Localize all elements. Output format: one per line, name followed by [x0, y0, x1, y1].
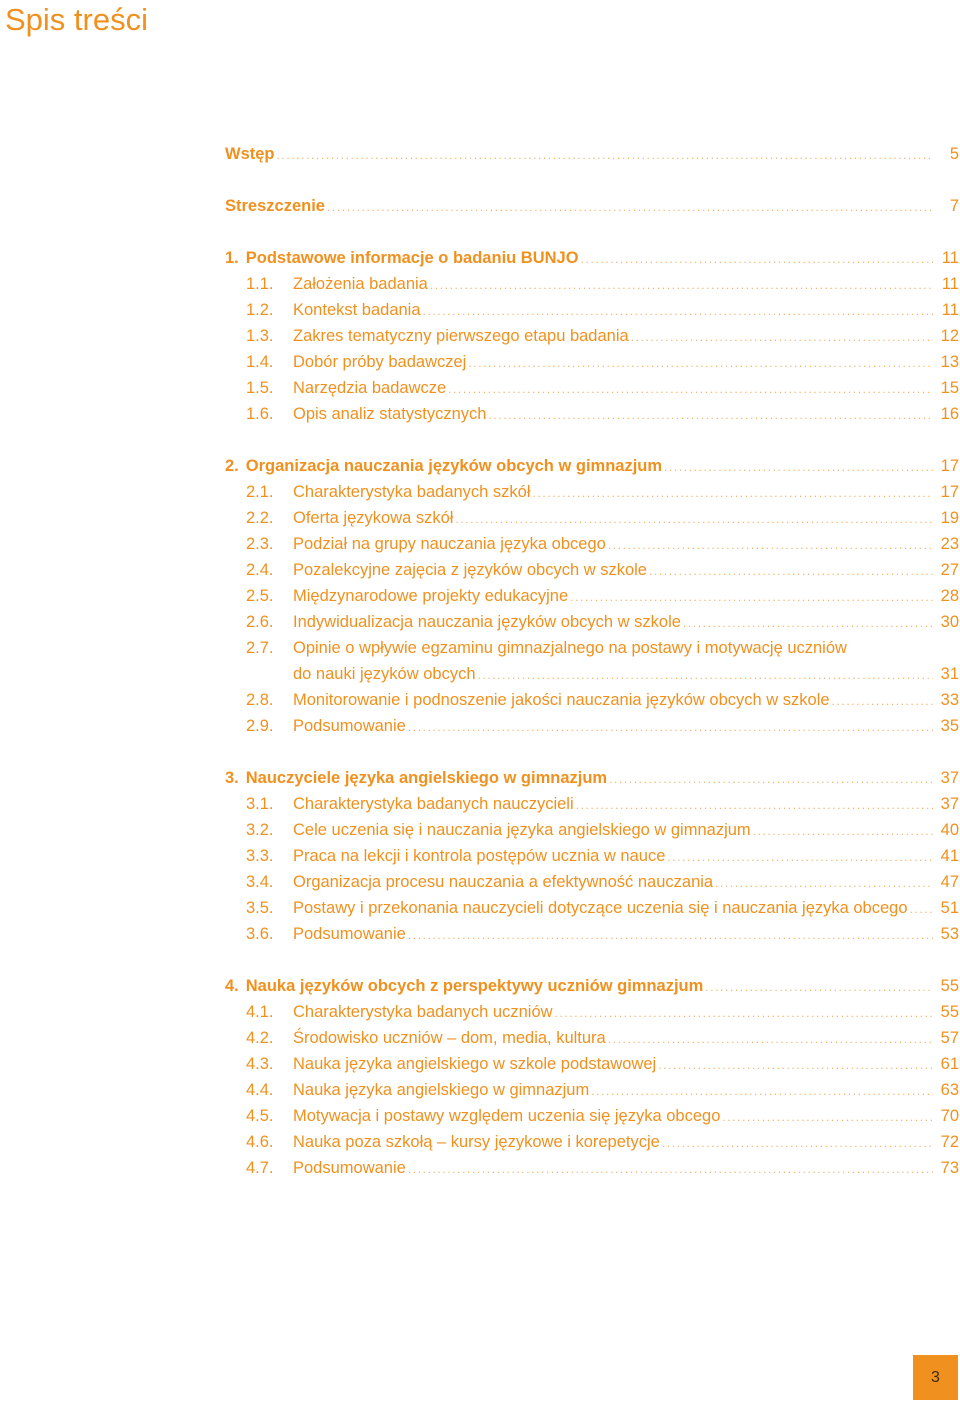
toc-entry-title: Streszczenie: [225, 197, 325, 215]
toc-entry[interactable]: [225, 479, 959, 505]
toc-entry-title: Założenia badania: [293, 275, 428, 293]
leader-dots: [408, 922, 933, 948]
toc-entry-title: Nauka języka angielskiego w szkole podstawowej: [293, 1055, 657, 1073]
toc-entry-title: Zakres tematyczny pierwszego etapu badania: [293, 327, 629, 345]
toc-entry-title: Podsumowanie: [293, 717, 406, 735]
toc-entry-page: 11: [941, 275, 959, 293]
toc-entry-number: 4.4.: [246, 1081, 274, 1099]
toc-entry-number: 2.: [225, 457, 239, 475]
toc-entry-page: 57: [940, 1029, 959, 1047]
toc-entry-page: 51: [940, 899, 959, 917]
toc-entry-number: 1.3.: [246, 327, 274, 345]
leader-dots: [608, 532, 933, 558]
toc-entry-title: Indywidualizacja nauczania języków obcych w szkole: [293, 613, 681, 631]
toc-entry[interactable]: [225, 895, 959, 921]
toc-entry[interactable]: [225, 297, 959, 323]
toc-entry-number: 1.4.: [246, 353, 274, 371]
leader-dots: [468, 350, 933, 376]
leader-dots: [423, 298, 933, 324]
toc-entry-page: 27: [940, 561, 959, 579]
leader-dots: [408, 714, 933, 740]
toc-entry-title: Postawy i przekonania nauczycieli dotyczące uczenia się i nauczania języka obcego: [293, 899, 908, 917]
toc-entry-page: 5: [949, 145, 959, 163]
leader-dots: [662, 1130, 933, 1156]
toc-entry-page: 55: [940, 977, 959, 995]
toc-entry[interactable]: [225, 635, 959, 661]
toc-entry-title: Charakterystyka badanych szkół: [293, 483, 531, 501]
toc-entry-page: 37: [940, 795, 959, 813]
leader-dots: [591, 1078, 933, 1104]
toc-entry[interactable]: [225, 687, 959, 713]
toc-entry[interactable]: [225, 609, 959, 635]
toc-entry[interactable]: [225, 583, 959, 609]
leader-dots: [722, 1104, 933, 1130]
toc-entry[interactable]: [225, 869, 959, 895]
toc-entry-page: 11: [941, 301, 959, 319]
toc-entry-title: Motywacja i postawy względem uczenia się języka obcego: [293, 1107, 721, 1125]
toc-entry-page: 28: [940, 587, 959, 605]
toc-entry-title: Cele uczenia się i nauczania języka angielskiego w gimnazjum: [293, 821, 751, 839]
leader-dots: [489, 402, 934, 428]
toc-entry-number: 3.4.: [246, 873, 274, 891]
leader-dots: [658, 1052, 933, 1078]
toc-entry-title: Międzynarodowe projekty edukacyjne: [293, 587, 569, 605]
toc-entry[interactable]: [225, 271, 959, 297]
toc-entry[interactable]: [225, 141, 959, 167]
toc-entry-title: do nauki języków obcych: [293, 665, 476, 683]
toc-entry[interactable]: [225, 349, 959, 375]
toc-entry[interactable]: [225, 843, 959, 869]
toc-entry-number: 3.3.: [246, 847, 274, 865]
toc-entry-title: Organizacja nauczania języków obcych w gimnazjum: [245, 457, 663, 475]
toc-entry-number: 2.6.: [246, 613, 274, 631]
toc-entry-title: Opis analiz statystycznych: [293, 405, 487, 423]
toc-entry-number: 1.5.: [246, 379, 274, 397]
toc-entry-page: 13: [940, 353, 959, 371]
toc-entry-title: Praca na lekcji i kontrola postępów ucznia w nauce: [293, 847, 666, 865]
toc-entry-page: 11: [941, 249, 959, 267]
leader-dots: [631, 324, 933, 350]
toc-entry-number: 1.: [225, 249, 239, 267]
toc-entry[interactable]: [225, 1077, 959, 1103]
toc-entry-number: 2.8.: [246, 691, 274, 709]
toc-entry-page: 72: [940, 1133, 959, 1151]
leader-dots: [455, 506, 933, 532]
page-number-badge: 3: [913, 1355, 958, 1400]
toc-entry-number: 3.5.: [246, 899, 274, 917]
toc-entry-title: Nauka języka angielskiego w gimnazjum: [293, 1081, 590, 1099]
toc-entry-title: Kontekst badania: [293, 301, 421, 319]
leader-dots: [683, 610, 933, 636]
leader-dots: [478, 662, 933, 688]
toc-entry-number: 3.6.: [246, 925, 274, 943]
leader-dots: [448, 376, 933, 402]
toc-entry-page: 37: [940, 769, 959, 787]
toc-entry-page: 63: [940, 1081, 959, 1099]
toc-entry[interactable]: [225, 999, 959, 1025]
toc-entry-number: 2.5.: [246, 587, 274, 605]
toc-entry-number: 2.4.: [246, 561, 274, 579]
leader-dots: [570, 584, 933, 610]
toc-entry-title: Opinie o wpływie egzaminu gimnazjalnego na postawy i motywację uczniów: [293, 639, 847, 657]
toc-entry-title: Nauka języków obcych z perspektywy uczniów gimnazjum: [245, 977, 704, 995]
leader-dots: [664, 454, 933, 480]
toc-entry-number: 4.5.: [246, 1107, 274, 1125]
toc-entry-page: 23: [940, 535, 959, 553]
toc-entry-title: Podstawowe informacje o badaniu BUNJO: [245, 249, 579, 267]
toc-entry-title: Charakterystyka badanych nauczycieli: [293, 795, 574, 813]
toc-entry[interactable]: [225, 817, 959, 843]
toc-entry-number: 4.2.: [246, 1029, 274, 1047]
toc-entry-number: 2.3.: [246, 535, 274, 553]
leader-dots: [649, 558, 933, 584]
toc-entry[interactable]: [225, 765, 959, 791]
toc-entry[interactable]: [225, 661, 959, 687]
toc-entry-page: 12: [940, 327, 959, 345]
toc-entry-number: 2.9.: [246, 717, 274, 735]
toc-entry-page: 40: [940, 821, 959, 839]
leader-dots: [910, 896, 933, 922]
toc-entry-title: Oferta językowa szkół: [293, 509, 454, 527]
toc-entry-page: 15: [940, 379, 959, 397]
toc-entry-title: Charakterystyka badanych uczniów: [293, 1003, 553, 1021]
toc-entry-number: 1.2.: [246, 301, 274, 319]
toc-entry[interactable]: [225, 323, 959, 349]
toc-entry-page: 70: [940, 1107, 959, 1125]
toc-entry[interactable]: [225, 1155, 959, 1181]
leader-dots: [430, 272, 933, 298]
toc-entry-page: 17: [940, 457, 959, 475]
toc-entry-number: 4.1.: [246, 1003, 274, 1021]
toc-entry-title: Narzędzia badawcze: [293, 379, 447, 397]
toc-entry[interactable]: [225, 401, 959, 427]
toc-entry-page: 55: [940, 1003, 959, 1021]
leader-dots: [533, 480, 933, 506]
leader-dots: [576, 792, 933, 818]
toc-entry[interactable]: [225, 453, 959, 479]
toc-entry-number: 3.1.: [246, 795, 274, 813]
toc-entry-page: 31: [940, 665, 959, 683]
toc-entry[interactable]: [225, 791, 959, 817]
page-title: Spis treści: [5, 2, 148, 37]
toc-entry[interactable]: [225, 1051, 959, 1077]
leader-dots: [705, 974, 933, 1000]
leader-dots: [408, 1156, 933, 1182]
toc-entry[interactable]: [225, 531, 959, 557]
toc-entry-page: 17: [940, 483, 959, 501]
toc-entry-number: 1.1.: [246, 275, 274, 293]
toc-entry-number: 3.: [225, 769, 239, 787]
toc-entry-number: 2.1.: [246, 483, 274, 501]
toc-entry-number: 2.7.: [246, 639, 274, 657]
leader-dots: [555, 1000, 933, 1026]
toc-entry-title: Wstęp: [225, 145, 275, 163]
toc-entry-title: Pozalekcyjne zajęcia z języków obcych w szkole: [293, 561, 647, 579]
toc-entry-title: Podsumowanie: [293, 925, 406, 943]
toc-entry-page: 7: [949, 197, 959, 215]
leader-dots: [581, 246, 933, 272]
toc-entry[interactable]: [225, 375, 959, 401]
toc-entry[interactable]: [225, 1129, 959, 1155]
toc-entry[interactable]: [225, 193, 959, 219]
toc-entry[interactable]: [225, 921, 959, 947]
toc-entry-title: Monitorowanie i podnoszenie jakości nauczania języków obcych w szkole: [293, 691, 830, 709]
toc-entry-number: 3.2.: [246, 821, 274, 839]
leader-dots: [753, 818, 933, 844]
toc-entry-number: 2.2.: [246, 509, 274, 527]
toc-entry-number: 4.6.: [246, 1133, 274, 1151]
toc-entry-page: 16: [940, 405, 959, 423]
toc-entry-title: Dobór próby badawczej: [293, 353, 467, 371]
toc-entry-page: 35: [940, 717, 959, 735]
toc-entry[interactable]: [225, 245, 959, 271]
toc-entry[interactable]: [225, 1103, 959, 1129]
toc-entry[interactable]: [225, 1025, 959, 1051]
toc-entry-page: 61: [940, 1055, 959, 1073]
toc-entry-page: 33: [940, 691, 959, 709]
leader-dots: [327, 194, 933, 220]
toc-entry-title: Nauka poza szkołą – kursy językowe i korepetycje: [293, 1133, 660, 1151]
leader-dots: [277, 142, 934, 168]
leader-dots: [609, 766, 933, 792]
toc-entry-page: 19: [940, 509, 959, 527]
toc-entry-title: Środowisko uczniów – dom, media, kultura: [293, 1029, 606, 1047]
toc-entry-title: Podsumowanie: [293, 1159, 406, 1177]
toc-entry[interactable]: [225, 557, 959, 583]
toc-entry-page: 73: [940, 1159, 959, 1177]
toc-entry-number: 1.6.: [246, 405, 274, 423]
leader-dots: [832, 688, 933, 714]
toc-entry-title: Nauczyciele języka angielskiego w gimnazjum: [245, 769, 608, 787]
toc-entry[interactable]: [225, 973, 959, 999]
toc-entry-number: 4.3.: [246, 1055, 274, 1073]
toc-entry[interactable]: [225, 505, 959, 531]
toc-entry-page: 41: [940, 847, 959, 865]
toc-entry-page: 47: [940, 873, 959, 891]
toc-entry-title: Organizacja procesu nauczania a efektywność nauczania: [293, 873, 714, 891]
toc-entry-number: 4.: [225, 977, 239, 995]
toc-entry[interactable]: [225, 713, 959, 739]
toc-entry-page: 30: [940, 613, 959, 631]
toc-entry-title: Podział na grupy nauczania języka obcego: [293, 535, 606, 553]
toc-entry-page: 53: [940, 925, 959, 943]
leader-dots: [608, 1026, 933, 1052]
leader-dots: [667, 844, 933, 870]
leader-dots: [715, 870, 933, 896]
toc-entry-number: 4.7.: [246, 1159, 274, 1177]
